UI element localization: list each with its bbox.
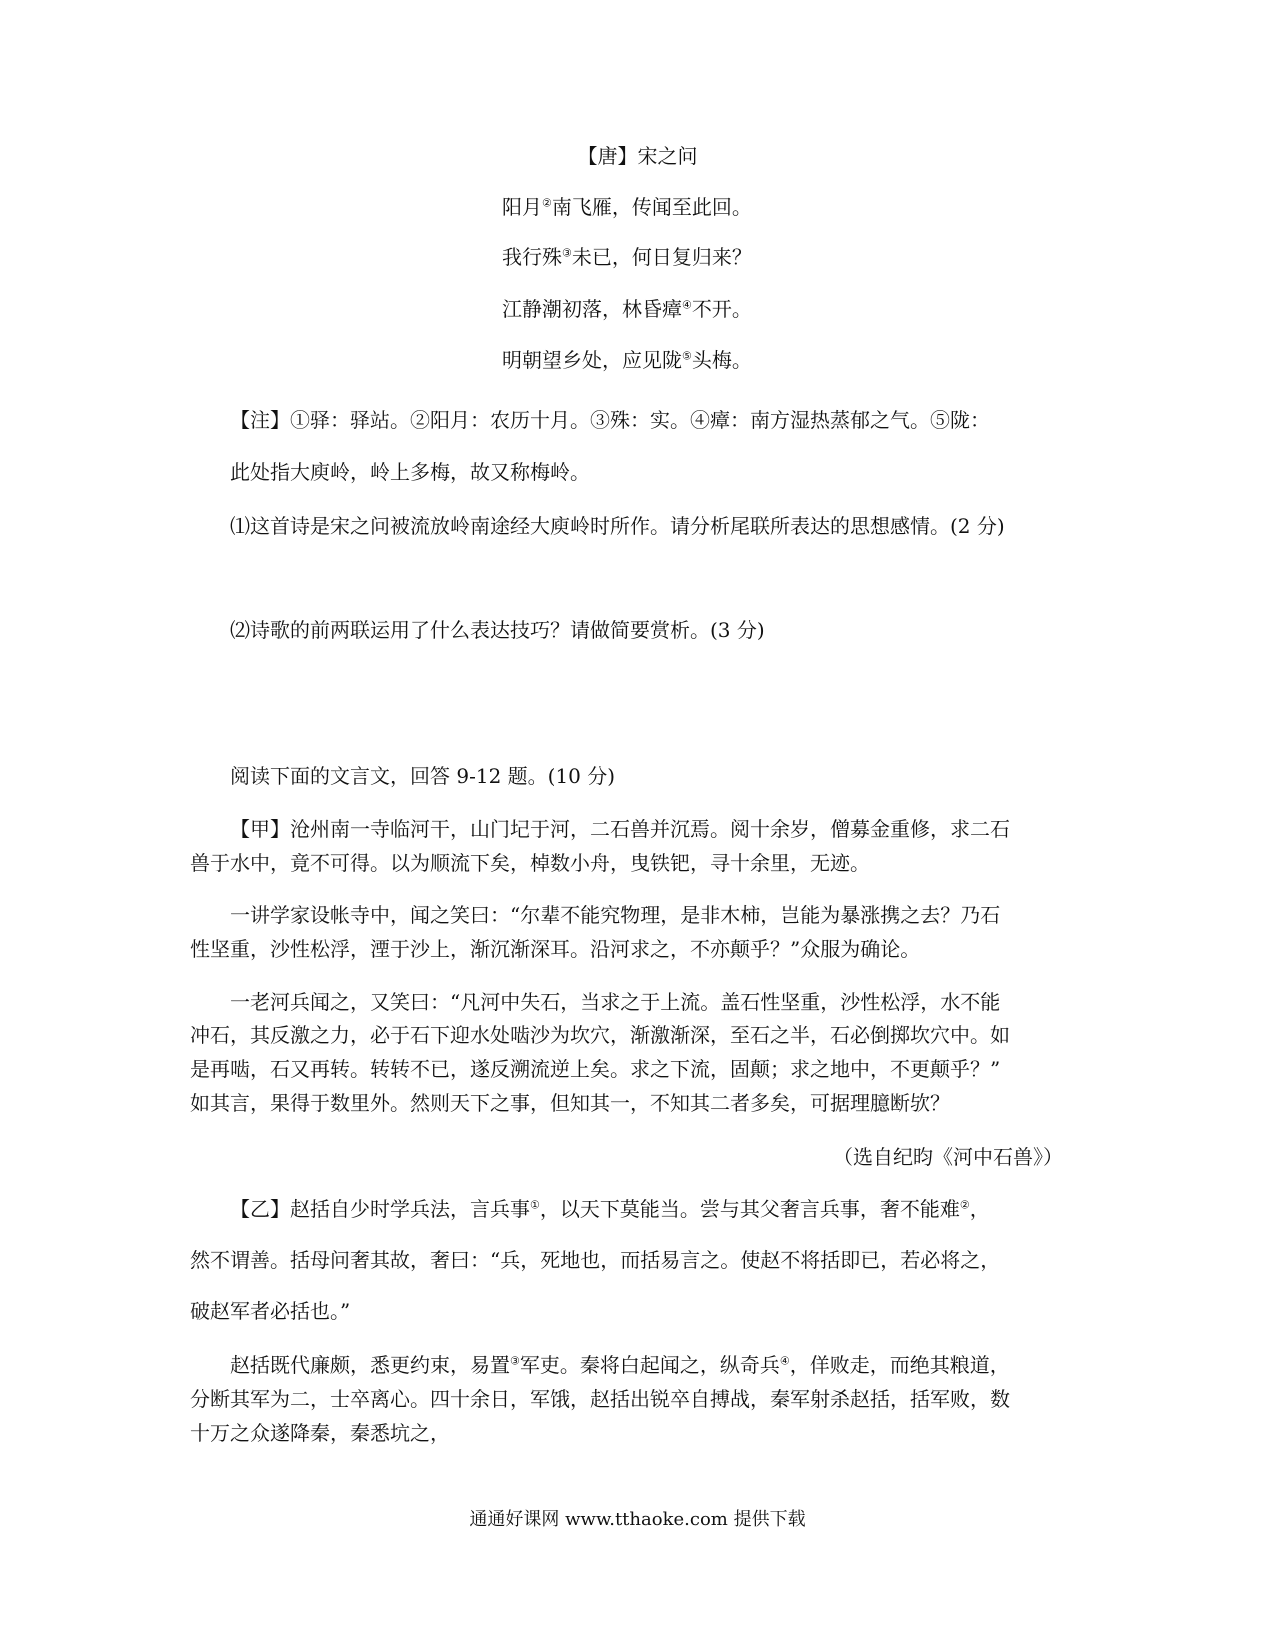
notes-line-2: 此处指大庾岭，岭上多梅，故又称梅岭。 <box>230 460 590 484</box>
yi-p2-line-2: 分断其军为二，士卒离心。四十余日，军饿，赵括出锐卒自搏战，秦军射杀赵括，括军败，数 <box>190 1387 1010 1411</box>
jia-p1-line-2: 兽于水中，竟不可得。以为顺流下矣，棹数小舟，曳铁钯，寻十余里，无迹。 <box>190 851 870 875</box>
poem-line-2 <box>502 243 752 271</box>
poem-text: 南飞雁，传闻至此回。 <box>551 195 752 219</box>
jia-p2-line-1: 一讲学家设帐寺中，闻之笑曰：“尔辈不能究物理，是非木柿，岂能为暴涨携之去？乃石 <box>230 903 1001 927</box>
footnote-mark: ④ <box>682 298 692 312</box>
footnote-mark: ② <box>959 1198 970 1212</box>
footnote-mark: ⑤ <box>682 349 692 363</box>
passage-text: 军吏。秦将白起闻之，纵奇兵 <box>519 1353 780 1377</box>
poem-text: 头梅。 <box>691 348 752 372</box>
poem-text: 明朝望乡处，应见陇 <box>502 348 682 372</box>
passage-text: ，佯败走，而绝其粮道， <box>789 1353 1010 1377</box>
question-2: ⑵诗歌的前两联运用了什么表达技巧？请做简要赏析。(3 分) <box>230 618 765 642</box>
yi-p1-line-3: 破赵军者必括也。” <box>190 1299 351 1323</box>
jia-p1-line-1: 【甲】沧州南一寺临河干，山门圮于河，二石兽并沉焉。阅十余岁，僧募金重修，求二石 <box>230 817 1010 841</box>
poem-text: 不开。 <box>691 297 752 321</box>
jia-p3-line-2: 冲石，其反激之力，必于石下迎水处啮沙为坎穴，渐激渐深，至石之半，石必倒掷坎穴中。如 <box>190 1023 1010 1047</box>
notes-line-1: 【注】①驿：驿站。②阳月：农历十月。③殊：实。④瘴：南方湿热蒸郁之气。⑤陇： <box>230 408 990 432</box>
footer-credit: 通通好课网 www.tthaoke.com 提供下载 <box>469 1509 806 1530</box>
yi-p2-line-1 <box>230 1351 1010 1379</box>
yi-p2-line-3: 十万之众遂降秦，秦悉坑之， <box>190 1421 450 1445</box>
jia-p3-line-4: 如其言，果得于数里外。然则天下之事，但知其一，不知其二者多矣，可据理臆断欤？ <box>190 1091 950 1115</box>
footnote-mark: ② <box>542 196 552 210</box>
yi-p1-line-1 <box>230 1195 990 1223</box>
footnote-mark: ③ <box>562 246 572 260</box>
poem-line-4 <box>502 346 752 374</box>
passage-text: 赵括既代廉颇，悉更约束，易置 <box>230 1353 510 1377</box>
poem-author: 【唐】宋之问 <box>577 144 698 168</box>
yi-p1-line-2: 然不谓善。括母问奢其故，奢曰：“兵，死地也，而括易言之。使赵不将括即已，若必将之， <box>190 1248 1001 1272</box>
poem-text: 阳月 <box>502 195 542 219</box>
passage-text: ，以天下莫能当。尝与其父奢言兵事，奢不能难 <box>539 1197 960 1221</box>
footnote-mark: ③ <box>510 1354 520 1368</box>
poem-text: 我行殊 <box>502 245 562 269</box>
poem-line-3 <box>502 295 752 323</box>
poem-line-1 <box>502 193 752 221</box>
reading-intro: 阅读下面的文言文，回答 9-12 题。(10 分) <box>230 764 616 788</box>
footnote-mark: ④ <box>779 1354 790 1368</box>
passage-text: ， <box>969 1197 990 1221</box>
passage-text: 【乙】赵括自少时学兵法，言兵事 <box>230 1197 530 1221</box>
poem-text: 江静潮初落，林昏瘴 <box>502 297 682 321</box>
poem-text: 未已，何日复归来？ <box>571 245 752 269</box>
jia-p2-line-2: 性坚重，沙性松浮，湮于沙上，渐沉渐深耳。沿河求之，不亦颠乎？”众服为确论。 <box>190 937 921 961</box>
jia-source: （选自纪昀《河中石兽》） <box>833 1145 1063 1169</box>
jia-p3-line-1: 一老河兵闻之，又笑曰：“凡河中失石，当求之于上流。盖石性坚重，沙性松浮，水不能 <box>230 990 1001 1014</box>
jia-p3-line-3: 是再啮，石又再转。转转不已，遂反溯流逆上矣。求之下流，固颠；求之地中，不更颠乎？” <box>190 1057 1001 1081</box>
question-1: ⑴这首诗是宋之问被流放岭南途经大庾岭时所作。请分析尾联所表达的思想感情。(2 分) <box>230 514 1005 538</box>
footnote-mark: ① <box>530 1198 540 1212</box>
